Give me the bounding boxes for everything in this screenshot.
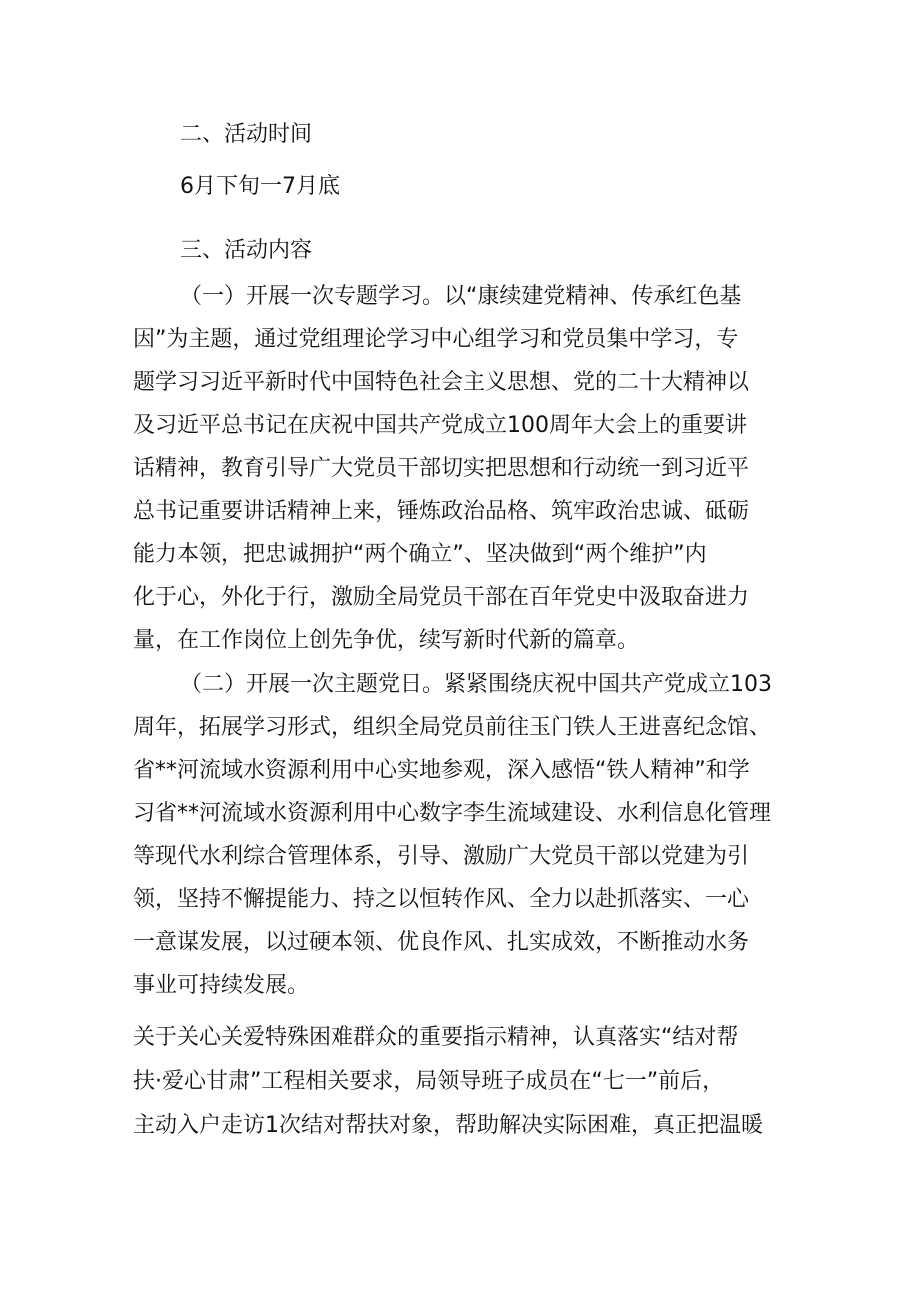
- paragraph-line: 事业可持续发展。: [133, 973, 310, 998]
- section-heading-activity-content: 三、活动内容: [180, 238, 313, 263]
- paragraph-line: 关于关心关爱特殊困难群众的重要指示精神，认真落实“结对帮: [133, 1025, 739, 1050]
- paragraph-line: 及习近平总书记在庆祝中国共产党成立100周年大会上的重要讲: [133, 413, 747, 438]
- paragraph-line: （一）开展一次专题学习。以“康续建党精神、传承红色基: [180, 284, 742, 309]
- paragraph-line: 因”为主题，通过党组理论学习中心组学习和党员集中学习，专: [133, 327, 739, 352]
- paragraph-line: 题学习习近平新时代中国特色社会主义思想、党的二十大精神以: [133, 370, 750, 395]
- paragraph-line: 习省**河流域水资源利用中心数字李生流域建设、水利信息化管理: [133, 801, 772, 826]
- paragraph-line: 一意谋发展，以过硬本领、优良作风、扎实成效，不断推动水务: [133, 930, 750, 955]
- paragraph-line: 主动入户走访1次结对帮扶对象，帮助解决实际困难，真正把温暖: [133, 1113, 763, 1138]
- paragraph-line: 话精神，教育引导广大党员干部切实把思想和行动统一到习近平: [133, 456, 750, 481]
- paragraph-line: 省**河流域水资源利用中心实地参观，深入感悟“铁人精神”和学: [133, 758, 750, 783]
- paragraph-line: 总书记重要讲话精神上来，锤炼政治品格、筑牢政治忠诚、砥砺: [133, 499, 750, 524]
- paragraph-line: 周年，拓展学习形式，组织全局党员前往玉门铁人王进喜纪念馆、: [133, 715, 772, 740]
- paragraph-line: （二）开展一次主题党日。紧紧围绕庆祝中国共产党成立103: [180, 672, 772, 697]
- paragraph-line: 领，坚持不懈提能力、持之以恒转作风、全力以赴抓落实、一心: [133, 887, 750, 912]
- paragraph-line: 量，在工作岗位上创先争优，续写新时代新的篇章。: [133, 628, 640, 653]
- paragraph-line: 等现代水利综合管理体系，引导、激励广大党员干部以党建为引: [133, 844, 750, 869]
- activity-time-text: 6月下旬一7月底: [180, 174, 340, 199]
- section-heading-activity-time: 二、活动时间: [180, 122, 313, 147]
- paragraph-line: 能力本领，把忠诚拥护“两个确立”、坚决做到“两个维护”内: [133, 542, 707, 567]
- paragraph-line: 化于心，外化于行，激励全局党员干部在百年党史中汲取奋进力: [133, 585, 750, 610]
- paragraph-line: 扶·爱心甘肃”工程相关要求，局领导班子成员在“七一”前后，: [133, 1069, 725, 1094]
